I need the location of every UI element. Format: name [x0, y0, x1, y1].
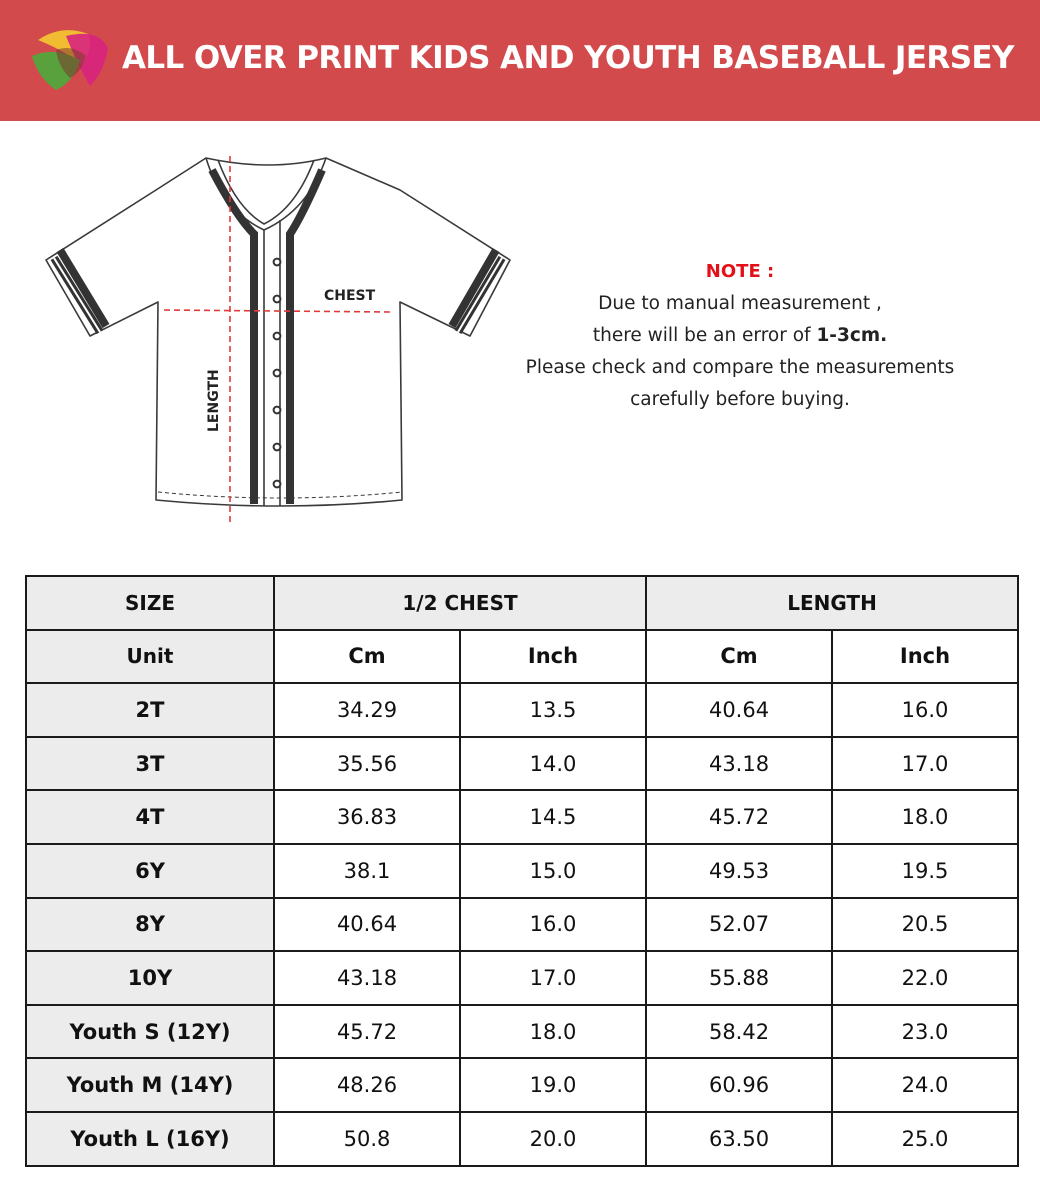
unit-chest-cm: Cm [274, 630, 460, 684]
header-length: LENGTH [646, 576, 1018, 630]
header-size: SIZE [26, 576, 274, 630]
size-chart-table [25, 575, 1019, 1167]
chest-inch-cell: 17.0 [460, 951, 646, 1005]
size-cell: 8Y [26, 898, 274, 952]
size-cell: 3T [26, 737, 274, 791]
length-inch-cell: 25.0 [832, 1112, 1018, 1166]
jersey-diagram [40, 150, 520, 535]
note-box [500, 256, 980, 416]
length-inch-cell: 18.0 [832, 790, 1018, 844]
chest-inch-cell: 14.5 [460, 790, 646, 844]
size-cell: Youth S (12Y) [26, 1005, 274, 1059]
size-cell: 6Y [26, 844, 274, 898]
table-row [26, 790, 1018, 844]
chest-inch-cell: 13.5 [460, 683, 646, 737]
length-label: LENGTH [206, 369, 222, 432]
chest-inch-cell: 18.0 [460, 1005, 646, 1059]
length-cm-cell: 55.88 [646, 951, 832, 1005]
chest-inch-cell: 16.0 [460, 898, 646, 952]
table-row [26, 1058, 1018, 1112]
length-cm-cell: 45.72 [646, 790, 832, 844]
table-row [26, 951, 1018, 1005]
chest-inch-cell: 20.0 [460, 1112, 646, 1166]
length-cm-cell: 52.07 [646, 898, 832, 952]
length-inch-cell: 16.0 [832, 683, 1018, 737]
length-cm-cell: 58.42 [646, 1005, 832, 1059]
length-cm-cell: 43.18 [646, 737, 832, 791]
note-line-2-text: there will be an error of [592, 325, 817, 346]
length-inch-cell: 17.0 [832, 737, 1018, 791]
chest-cm-cell: 34.29 [274, 683, 460, 737]
size-cell: Youth M (14Y) [26, 1058, 274, 1112]
chest-cm-cell: 35.56 [274, 737, 460, 791]
table-row [26, 844, 1018, 898]
note-line-3: Please check and compare the measurements [525, 357, 955, 378]
chest-measure-line [164, 310, 390, 312]
chest-cm-cell: 38.1 [274, 844, 460, 898]
size-cell: 10Y [26, 951, 274, 1005]
length-inch-cell: 22.0 [832, 951, 1018, 1005]
size-cell: 2T [26, 683, 274, 737]
chest-inch-cell: 15.0 [460, 844, 646, 898]
chest-cm-cell: 48.26 [274, 1058, 460, 1112]
note-line-1: Due to manual measurement , [598, 293, 882, 314]
table-row [26, 898, 1018, 952]
length-inch-cell: 19.5 [832, 844, 1018, 898]
header-banner [0, 0, 1040, 121]
length-inch-cell: 23.0 [832, 1005, 1018, 1059]
length-inch-cell: 24.0 [832, 1058, 1018, 1112]
length-cm-cell: 63.50 [646, 1112, 832, 1166]
chest-cm-cell: 43.18 [274, 951, 460, 1005]
unit-length-cm: Cm [646, 630, 832, 684]
brand-logo-icon [28, 26, 110, 92]
chest-label: CHEST [324, 288, 376, 304]
table-header-row [26, 576, 1018, 630]
chest-cm-cell: 50.8 [274, 1112, 460, 1166]
note-label: NOTE : [705, 261, 775, 282]
chest-cm-cell: 36.83 [274, 790, 460, 844]
table-row [26, 737, 1018, 791]
length-cm-cell: 60.96 [646, 1058, 832, 1112]
unit-chest-inch: Inch [460, 630, 646, 684]
note-error-range: 1-3cm. [816, 325, 888, 346]
chest-inch-cell: 19.0 [460, 1058, 646, 1112]
note-line-2 [500, 320, 980, 352]
chest-inch-cell: 14.0 [460, 737, 646, 791]
unit-label: Unit [26, 630, 274, 684]
size-cell: Youth L (16Y) [26, 1112, 274, 1166]
chest-cm-cell: 40.64 [274, 898, 460, 952]
unit-length-inch: Inch [832, 630, 1018, 684]
size-rows [26, 683, 1018, 1165]
table-row [26, 683, 1018, 737]
size-cell: 4T [26, 790, 274, 844]
length-cm-cell: 40.64 [646, 683, 832, 737]
length-inch-cell: 20.5 [832, 898, 1018, 952]
header-half-chest: 1/2 CHEST [274, 576, 646, 630]
note-line-4: carefully before buying. [630, 389, 850, 410]
chest-cm-cell: 45.72 [274, 1005, 460, 1059]
table-row [26, 1112, 1018, 1166]
page-title: ALL OVER PRINT KIDS AND YOUTH BASEBALL JERSEY [122, 40, 1014, 76]
table-row [26, 1005, 1018, 1059]
table-unit-row [26, 630, 1018, 684]
length-cm-cell: 49.53 [646, 844, 832, 898]
